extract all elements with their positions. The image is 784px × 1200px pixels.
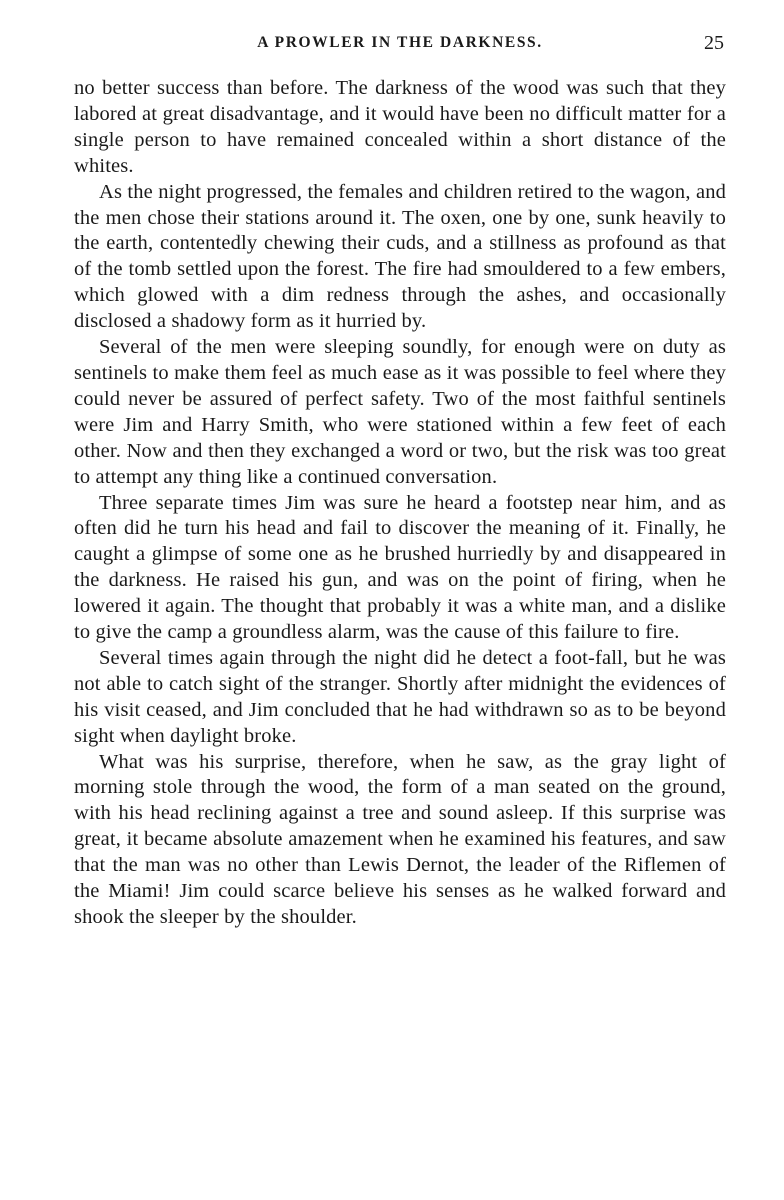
body-text xyxy=(74,76,726,931)
running-title: A PROWLER IN THE DARKNESS. xyxy=(257,34,543,51)
running-header xyxy=(74,32,726,62)
paragraph: Three separate times Jim was sure he heard a footstep near him, and as often did he turn his head and fail to discover the meaning of it. Finally, he caught a glimpse of some one as he brushed hurriedly by and disappeared in the darkness. He raised his gun, and was on the point of firing, when he lowered it again. The thought that probably it was a white man, and a dislike to give the camp a groundless alarm, was the cause of this failure to fire. xyxy=(74,491,726,644)
paragraph: As the night progressed, the females and children retired to the wagon, and the men chose their stations around it. The oxen, one by one, sunk heavily to the earth, contentedly chewing their cuds, and a stillness as profound as that of the tomb settled upon the forest. The fire had smouldered to a few embers, which glowed with a dim redness through the ashes, and occasionally disclosed a shadowy form as it hurried by. xyxy=(74,180,726,333)
page-number: 25 xyxy=(704,32,724,54)
paragraph: Several of the men were sleeping soundly, for enough were on duty as sentinels to make them feel as much ease as it was possible to feel where they could never be assured of perfect safety. Two of the most faithful sentinels were Jim and Harry Smith, who were stationed within a few feet of each other. Now and then they exchanged a word or two, but the risk was too great to attempt any thing like a continued conversation. xyxy=(74,336,726,488)
paragraph-continued: no better success than before. The darkness of the wood was such that they labored at great disadvantage, and it would have been no difficult matter for a single person to have remained concealed within a short distance of the whites. xyxy=(74,77,726,177)
paragraph: What was his surprise, therefore, when he saw, as the gray light of morning stole through the wood, the form of a man seated on the ground, with his head reclining against a tree and sound asleep. If this surprise was great, it became absolute amazement when he examined his features, and saw that the man was no other than Lewis Dernot, the leader of the Riflemen of the Miami! Jim could scarce believe his senses as he walked forward and shook the sleeper by the shoulder. xyxy=(74,750,726,928)
paragraph: Several times again through the night did he detect a foot-fall, but he was not able to catch sight of the stranger. Shortly after midnight the evidences of his visit ceased, and Jim concluded that he had withdrawn so as to be beyond sight when daylight broke. xyxy=(74,646,726,747)
book-page xyxy=(74,32,726,931)
